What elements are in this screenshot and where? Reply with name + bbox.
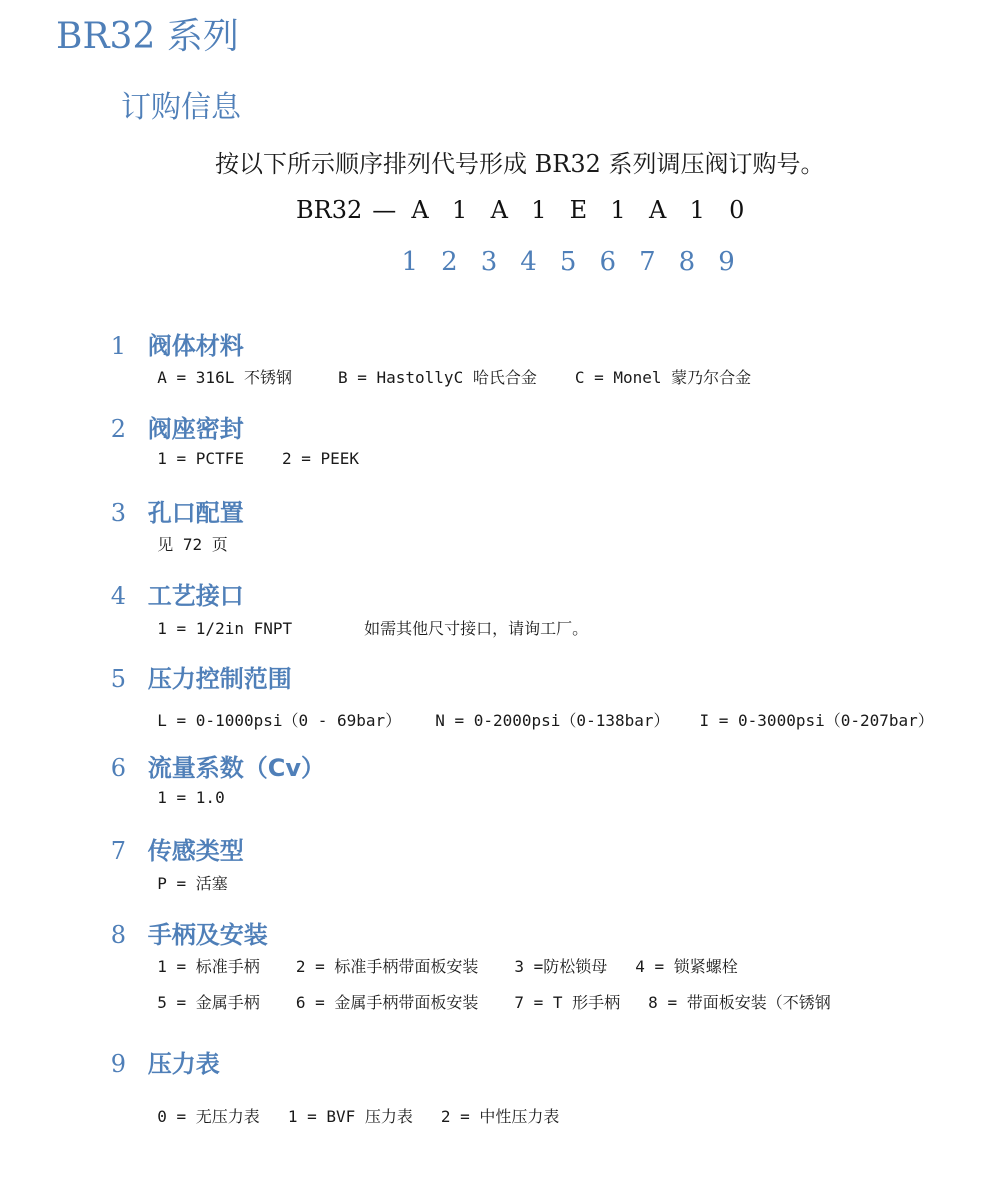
section-number: 7 — [110, 837, 126, 865]
section-9-options — [138, 1085, 559, 1127]
option-text: I = 0-3000psi（0-207bar） — [699, 711, 934, 730]
section-number: 4 — [110, 582, 126, 610]
option-text: 1 = 1/2in FNPT — [157, 619, 293, 638]
section-title: 传感类型 — [147, 837, 244, 865]
code-char: A — [411, 196, 429, 224]
option-text: L = 0-1000psi（0 - 69bar） — [157, 711, 402, 730]
option-text: 2 = 标准手柄带面板安装 — [295, 957, 479, 976]
position-number: 4 — [520, 247, 537, 277]
option-text: 1 = BVF 压力表 — [287, 1107, 413, 1126]
code-char: A — [490, 196, 508, 224]
code-char: 1 — [689, 196, 705, 224]
option-text: 6 = 金属手柄带面板安装 — [295, 993, 479, 1012]
option-text: P = 活塞 — [157, 874, 228, 893]
option-text: 7 = T 形手柄 — [514, 993, 621, 1012]
option-text: 3 =防松锁母 — [514, 957, 608, 976]
code-char: A — [648, 196, 667, 224]
code-dash: — — [372, 196, 397, 224]
position-number: 6 — [599, 247, 617, 277]
option-text: 1 = 标准手柄 — [157, 957, 260, 976]
position-number: 1 — [401, 247, 419, 277]
code-char: 1 — [610, 196, 626, 224]
section-6-options — [138, 769, 225, 807]
option-text: 4 = 锁紧螺栓 — [635, 957, 738, 976]
intro-text: 按以下所示顺序排列代号形成 BR32 系列调压阀订购号。 — [215, 150, 825, 178]
option-text: 2 = 中性压力表 — [440, 1107, 560, 1126]
option-text: 2 = PEEK — [281, 449, 360, 468]
code-char: E — [569, 196, 588, 224]
section-title: 流量系数（Cv） — [147, 754, 325, 782]
option-text: N = 0-2000psi（0-138bar） — [435, 711, 670, 730]
section-number: 6 — [110, 754, 126, 782]
section-title: 压力控制范围 — [147, 665, 292, 693]
position-number: 2 — [441, 247, 458, 277]
option-text: 1 = PCTFE — [157, 449, 244, 468]
code-char: 0 — [729, 196, 745, 224]
option-text: 见 72 页 — [157, 535, 228, 554]
section-heading-9 — [94, 1016, 220, 1079]
section-heading-5 — [94, 631, 292, 694]
option-text: 8 = 带面板安装（不锈钢 — [648, 993, 831, 1012]
section-number: 5 — [110, 665, 126, 693]
section-title: 孔口配置 — [147, 499, 244, 527]
option-text: 如需其他尺寸接口，请询工厂。 — [364, 619, 589, 638]
option-text: B = HastollyC 哈氏合金 — [337, 368, 537, 387]
section-8-options-row-2 — [138, 971, 831, 1013]
option-text: 1 = 1.0 — [157, 788, 225, 807]
order-code-example — [296, 196, 757, 224]
code-char: 1 — [452, 196, 468, 224]
position-number: 3 — [480, 247, 498, 277]
position-number: 5 — [559, 247, 577, 277]
section-number: 3 — [110, 499, 126, 527]
position-numbers — [390, 247, 746, 277]
section-title: 压力表 — [147, 1050, 220, 1078]
code-char: 1 — [531, 196, 547, 224]
section-title: 阀体材料 — [147, 332, 244, 360]
section-number: 2 — [110, 415, 126, 443]
option-text: 5 = 金属手柄 — [157, 993, 260, 1012]
section-2-options — [138, 430, 359, 468]
series-title: BR32 系列 — [56, 16, 239, 57]
position-number: 7 — [639, 247, 656, 277]
order-info-heading: 订购信息 — [121, 90, 241, 125]
option-text: C = Monel 蒙乃尔合金 — [574, 368, 752, 387]
option-text: 0 = 无压力表 — [157, 1107, 260, 1126]
section-title: 手柄及安装 — [147, 921, 268, 949]
section-title: 工艺接口 — [147, 582, 244, 610]
position-number: 9 — [718, 247, 735, 277]
section-number: 1 — [110, 332, 126, 360]
code-prefix: BR32 — [296, 196, 363, 224]
section-number: 9 — [110, 1050, 126, 1078]
section-title: 阀座密封 — [147, 415, 244, 443]
option-text: A = 316L 不锈钢 — [157, 368, 292, 387]
section-number: 8 — [110, 921, 126, 949]
position-number: 8 — [678, 247, 696, 277]
